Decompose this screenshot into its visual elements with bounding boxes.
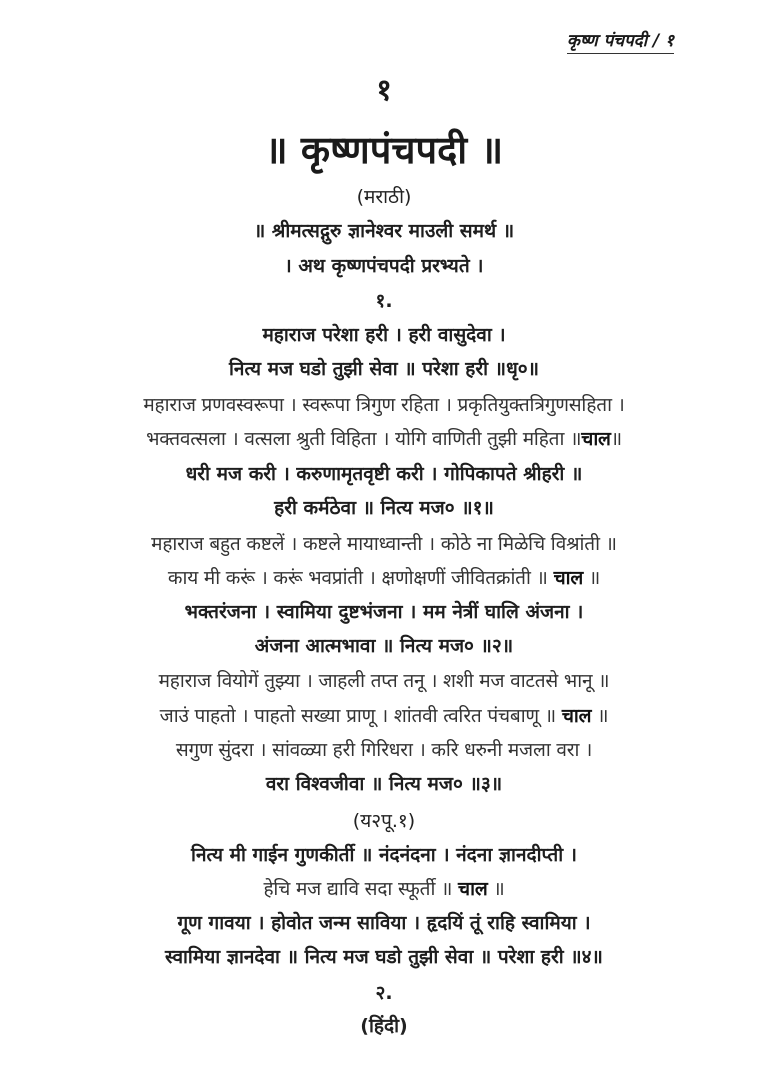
verse-4-line-1: नित्य मी गाईन गुणकीर्ती ॥ नंदनंदना । नंदना ज्ञानदीप्ती ।	[191, 844, 577, 866]
verse-4-line-3: गूण गावया । होवोत जन्म साविया । हृदयिं तूं राहि स्वामिया ।	[177, 912, 591, 934]
chal-marker: चाल	[561, 705, 592, 727]
verse-end: ॥	[583, 567, 601, 589]
preamble: । अथ कृष्णपंचपदी प्ररभ्यते ।	[284, 255, 484, 277]
page-title: ॥ कृष्णपंचपदी ॥	[264, 128, 504, 172]
language-label: (मराठी)	[356, 186, 412, 208]
verse-1-line-4: हरी कर्मठेवा ॥ नित्य मज० ॥१॥	[274, 497, 494, 519]
verse-3-line-3: सगुण सुंदरा । सांवळ्या हरी गिरिधरा । करि धरुनी मजला वरा ।	[175, 739, 593, 761]
section-2-number: २.	[375, 982, 393, 1004]
invocation: ॥ श्रीमत्सद्गुरु ज्ञानेश्वर माउली समर्थ ॥	[253, 220, 515, 242]
running-head: कृष्ण पंचपदी / १	[567, 30, 674, 54]
verse-end: ॥	[610, 428, 622, 450]
verse-3-line-4: वरा विश्वजीवा ॥ नित्य मज० ॥३॥	[265, 773, 503, 795]
page-reference: (य२पू.१)	[352, 810, 416, 832]
verse-end: ॥	[487, 878, 505, 900]
verse-2-line-3: भक्तरंजना । स्वामिया दुष्टभंजना । मम नेत्रीं घालि अंजना ।	[184, 601, 584, 623]
chal-marker: चाल	[581, 428, 611, 450]
refrain-line-1: महाराज परेशा हरी । हरी वासुदेवा ।	[262, 324, 506, 346]
chapter-number: १	[376, 73, 392, 108]
chal-marker: चाल	[553, 567, 584, 589]
chal-marker: चाल	[458, 878, 488, 900]
verse-text: जाउं पाहतो । पाहतो सख्या प्राणू । शांतवी त्वरित पंचबाणू ॥	[159, 705, 562, 727]
verse-text: हेचि मज द्यावि सदा स्फूर्ती ॥	[263, 878, 459, 900]
verse-4-line-4: स्वामिया ज्ञानदेवा ॥ नित्य मज घडो तुझी सेवा ॥ परेशा हरी ॥४॥	[165, 946, 603, 968]
verse-2-line-1: महाराज बहुत कष्टलें । कष्टले मायाध्वान्ती । कोठे ना मिळेचि विश्रांती ॥	[151, 533, 617, 555]
verse-3-line-1: महाराज वियोगें तुझ्या । जाहली तप्त तनू । शशी मज वाटतसे भानू ॥	[158, 670, 610, 692]
verse-3-line-2	[0, 707, 768, 726]
verse-1-line-1: महाराज प्रणवस्वरूपा । स्वरूपा त्रिगुण रहिता । प्रकृतियुक्तत्रिगुणसहिता ।	[143, 394, 625, 416]
verse-1-line-2	[0, 430, 768, 449]
verse-2-line-2	[0, 569, 768, 588]
verse-1-line-3: धरी मज करी । करुणामृतवृष्टी करी । गोपिकापते श्रीहरी ॥	[185, 463, 583, 485]
verse-end: ॥	[591, 705, 609, 727]
verse-2-line-4: अंजना आत्मभावा ॥ नित्य मज० ॥२॥	[254, 635, 514, 657]
section-2-language: (हिंदी)	[360, 1015, 408, 1037]
verse-text: भक्तवत्सला । वत्सला श्रुती विहिता । योगि वाणिती तुझी महिता ॥	[146, 428, 582, 450]
section-number: १.	[375, 290, 393, 312]
verse-text: काय मी करूं । करूं भवप्रांती । क्षणोक्षणीं जीवितक्रांती ॥	[167, 567, 554, 589]
refrain-line-2: नित्य मज घडो तुझी सेवा ॥ परेशा हरी ॥धृ०॥	[228, 358, 540, 380]
verse-4-line-2	[0, 880, 768, 899]
